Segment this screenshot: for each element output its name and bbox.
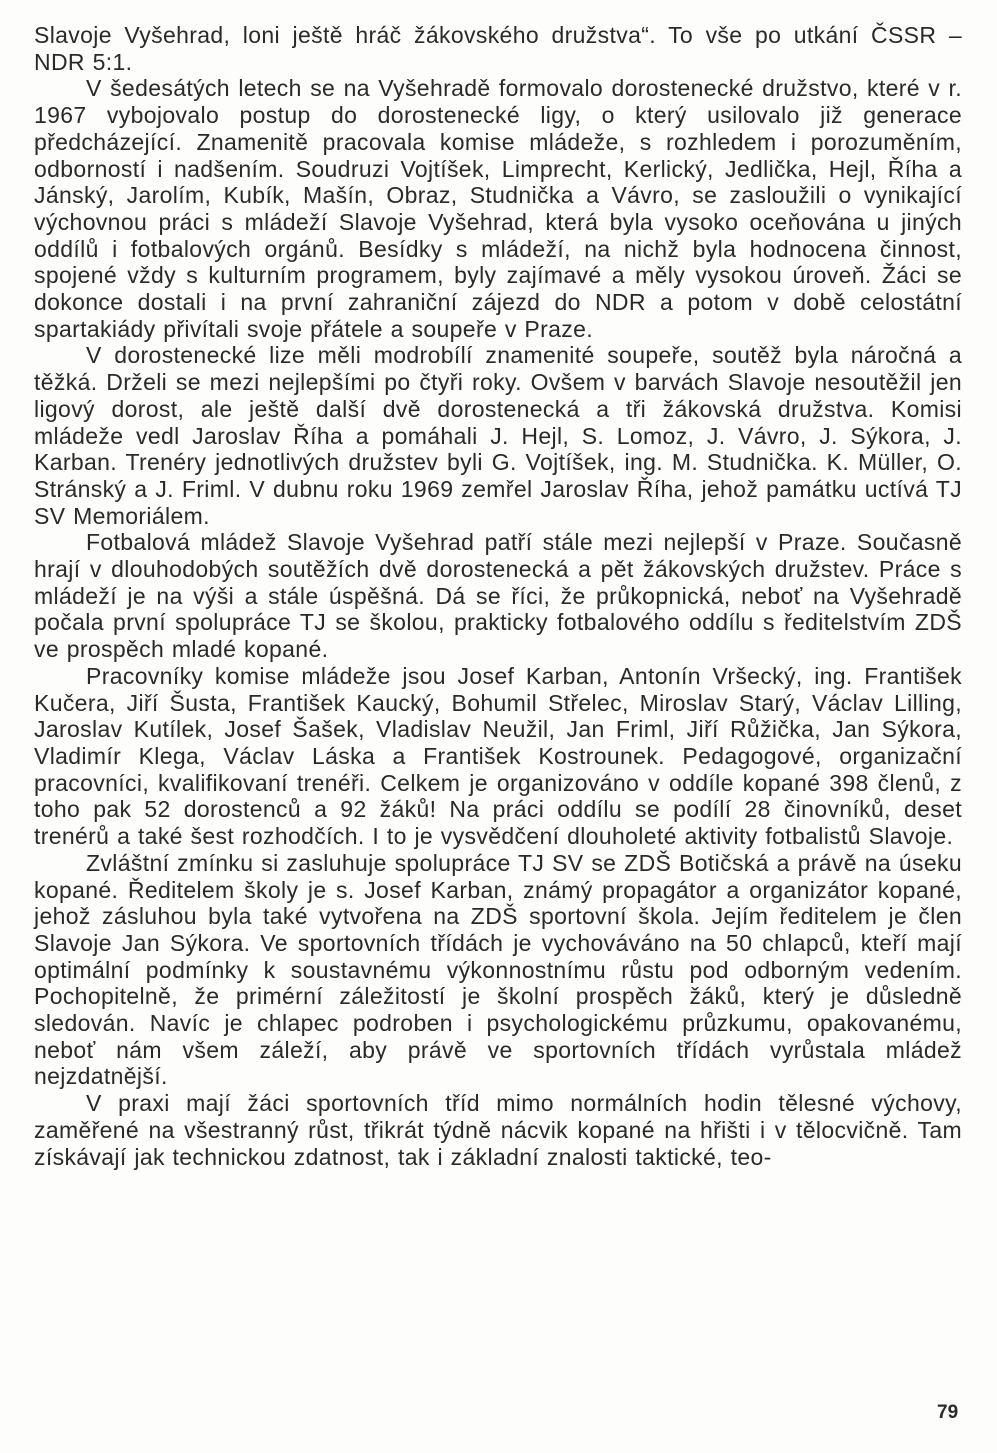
- paragraph-continuation: Slavoje Vyšehrad, loni ještě hráč žákovského družstva“. To vše po utkání ČSSR – NDR 5:1.: [34, 22, 962, 75]
- paragraph: V praxi mají žáci sportovních tříd mimo normálních hodin tělesné výchovy, zaměřené na všestranný růst, třikrát týdně nácvik kopané na hřišti i v tělocvičně. Tam získávají jak technickou zdatnost, tak i základní znalosti taktické, teo-: [34, 1090, 962, 1170]
- paragraph: V dorostenecké lize měli modrobílí znamenité soupeře, soutěž byla náročná a těžká. Drželi se mezi nejlepšími po čtyři roky. Ovšem v barvách Slavoje nesoutěžil jen ligový dorost, ale ještě další dvě dorostenecká a tři žákovská družstva. Komisi mládeže vedl Jaroslav Říha a pomáhali J. Hejl, S. Lomoz, J. Vávro, J. Sýkora, J. Karban. Trenéry jednotlivých družstev byli G. Vojtíšek, ing. M. Studnička. K. Müller, O. Stránský a J. Friml. V dubnu roku 1969 zemřel Jaroslav Říha, jehož památku uctívá TJ SV Memoriálem.: [34, 342, 962, 529]
- paragraph: V šedesátých letech se na Vyšehradě formovalo dorostenecké družstvo, které v r. 1967 vybojovalo postup do dorostenecké ligy, o který usilovalo již generace předcházející. Znamenitě pracovala komise mládeže, s rozhledem i porozuměním, odborností i nadšením. Soudruzi Vojtíšek, Limprecht, Kerlický, Jedlička, Hejl, Říha a Jánský, Jarolím, Kubík, Mašín, Obraz, Studnička a Vávro, se zasloužili o vynikající výchovnou práci s mládeží Slavoje Vyšehrad, která byla vysoko oceňována u jiných oddílů i fotbalových orgánů. Besídky s mládeží, na nichž byla hodnocena činnost, spojené vždy s kulturním programem, byly zajímavé a měly vysokou úroveň. Žáci se dokonce dostali i na první zahraniční zájezd do NDR a potom v době celostátní spartakiády přivítali svoje přátele a soupeře v Praze.: [34, 75, 962, 342]
- body-text: [34, 22, 962, 1170]
- paragraph: Zvláštní zmínku si zasluhuje spolupráce TJ SV se ZDŠ Botičská a právě na úseku kopané. Ředitelem školy je s. Josef Karban, známý propagátor a organizátor kopané, jehož zásluhou byla také vytvořena na ZDŠ sportovní škola. Jejím ředitelem je člen Slavoje Jan Sýkora. Ve sportovních třídách je vychováváno na 50 chlapců, kteří mají optimální podmínky k soustavnému výkonnostnímu růstu pod odborným vedením. Pochopitelně, že primérní záležitostí je školní prospěch žáků, který je důsledně sledován. Navíc je chlapec podroben i psychologickému průzkumu, opakovanému, neboť nám všem záleží, aby právě ve sportovních třídách vyrůstala mládež nejzdatnější.: [34, 849, 962, 1090]
- paragraph: Pracovníky komise mládeže jsou Josef Karban, Antonín Vršecký, ing. František Kučera, Jiří Šusta, František Kaucký, Bohumil Střelec, Miroslav Starý, Václav Lilling, Jaroslav Kutílek, Josef Šašek, Vladislav Neužil, Jan Friml, Jiří Růžička, Jan Sýkora, Vladimír Klega, Václav Láska a František Kostrounek. Pedagogové, organizační pracovníci, kvalifikovaní trenéři. Celkem je organizováno v oddíle kopané 398 členů, z toho pak 52 dorostenců a 92 žáků! Na práci oddílu se podílí 28 činovníků, deset trenérů a také šest rozhodčích. I to je vysvědčení dlouholeté aktivity fotbalistů Slavoje.: [34, 662, 962, 850]
- page-number: 79: [937, 1402, 959, 1423]
- paragraph: Fotbalová mládež Slavoje Vyšehrad patří stále mezi nejlepší v Praze. Současně hrají v dlouhodobých soutěžích dvě dorostenecká a pět žákovských družstev. Práce s mládeží je na výši a stále úspěšná. Dá se říci, že průkopnická, neboť na Vyšehradě počala první spolupráce TJ se školou, prakticky fotbalového oddílu s ředitelstvím ZDŠ ve prospěch mladé kopané.: [34, 529, 962, 663]
